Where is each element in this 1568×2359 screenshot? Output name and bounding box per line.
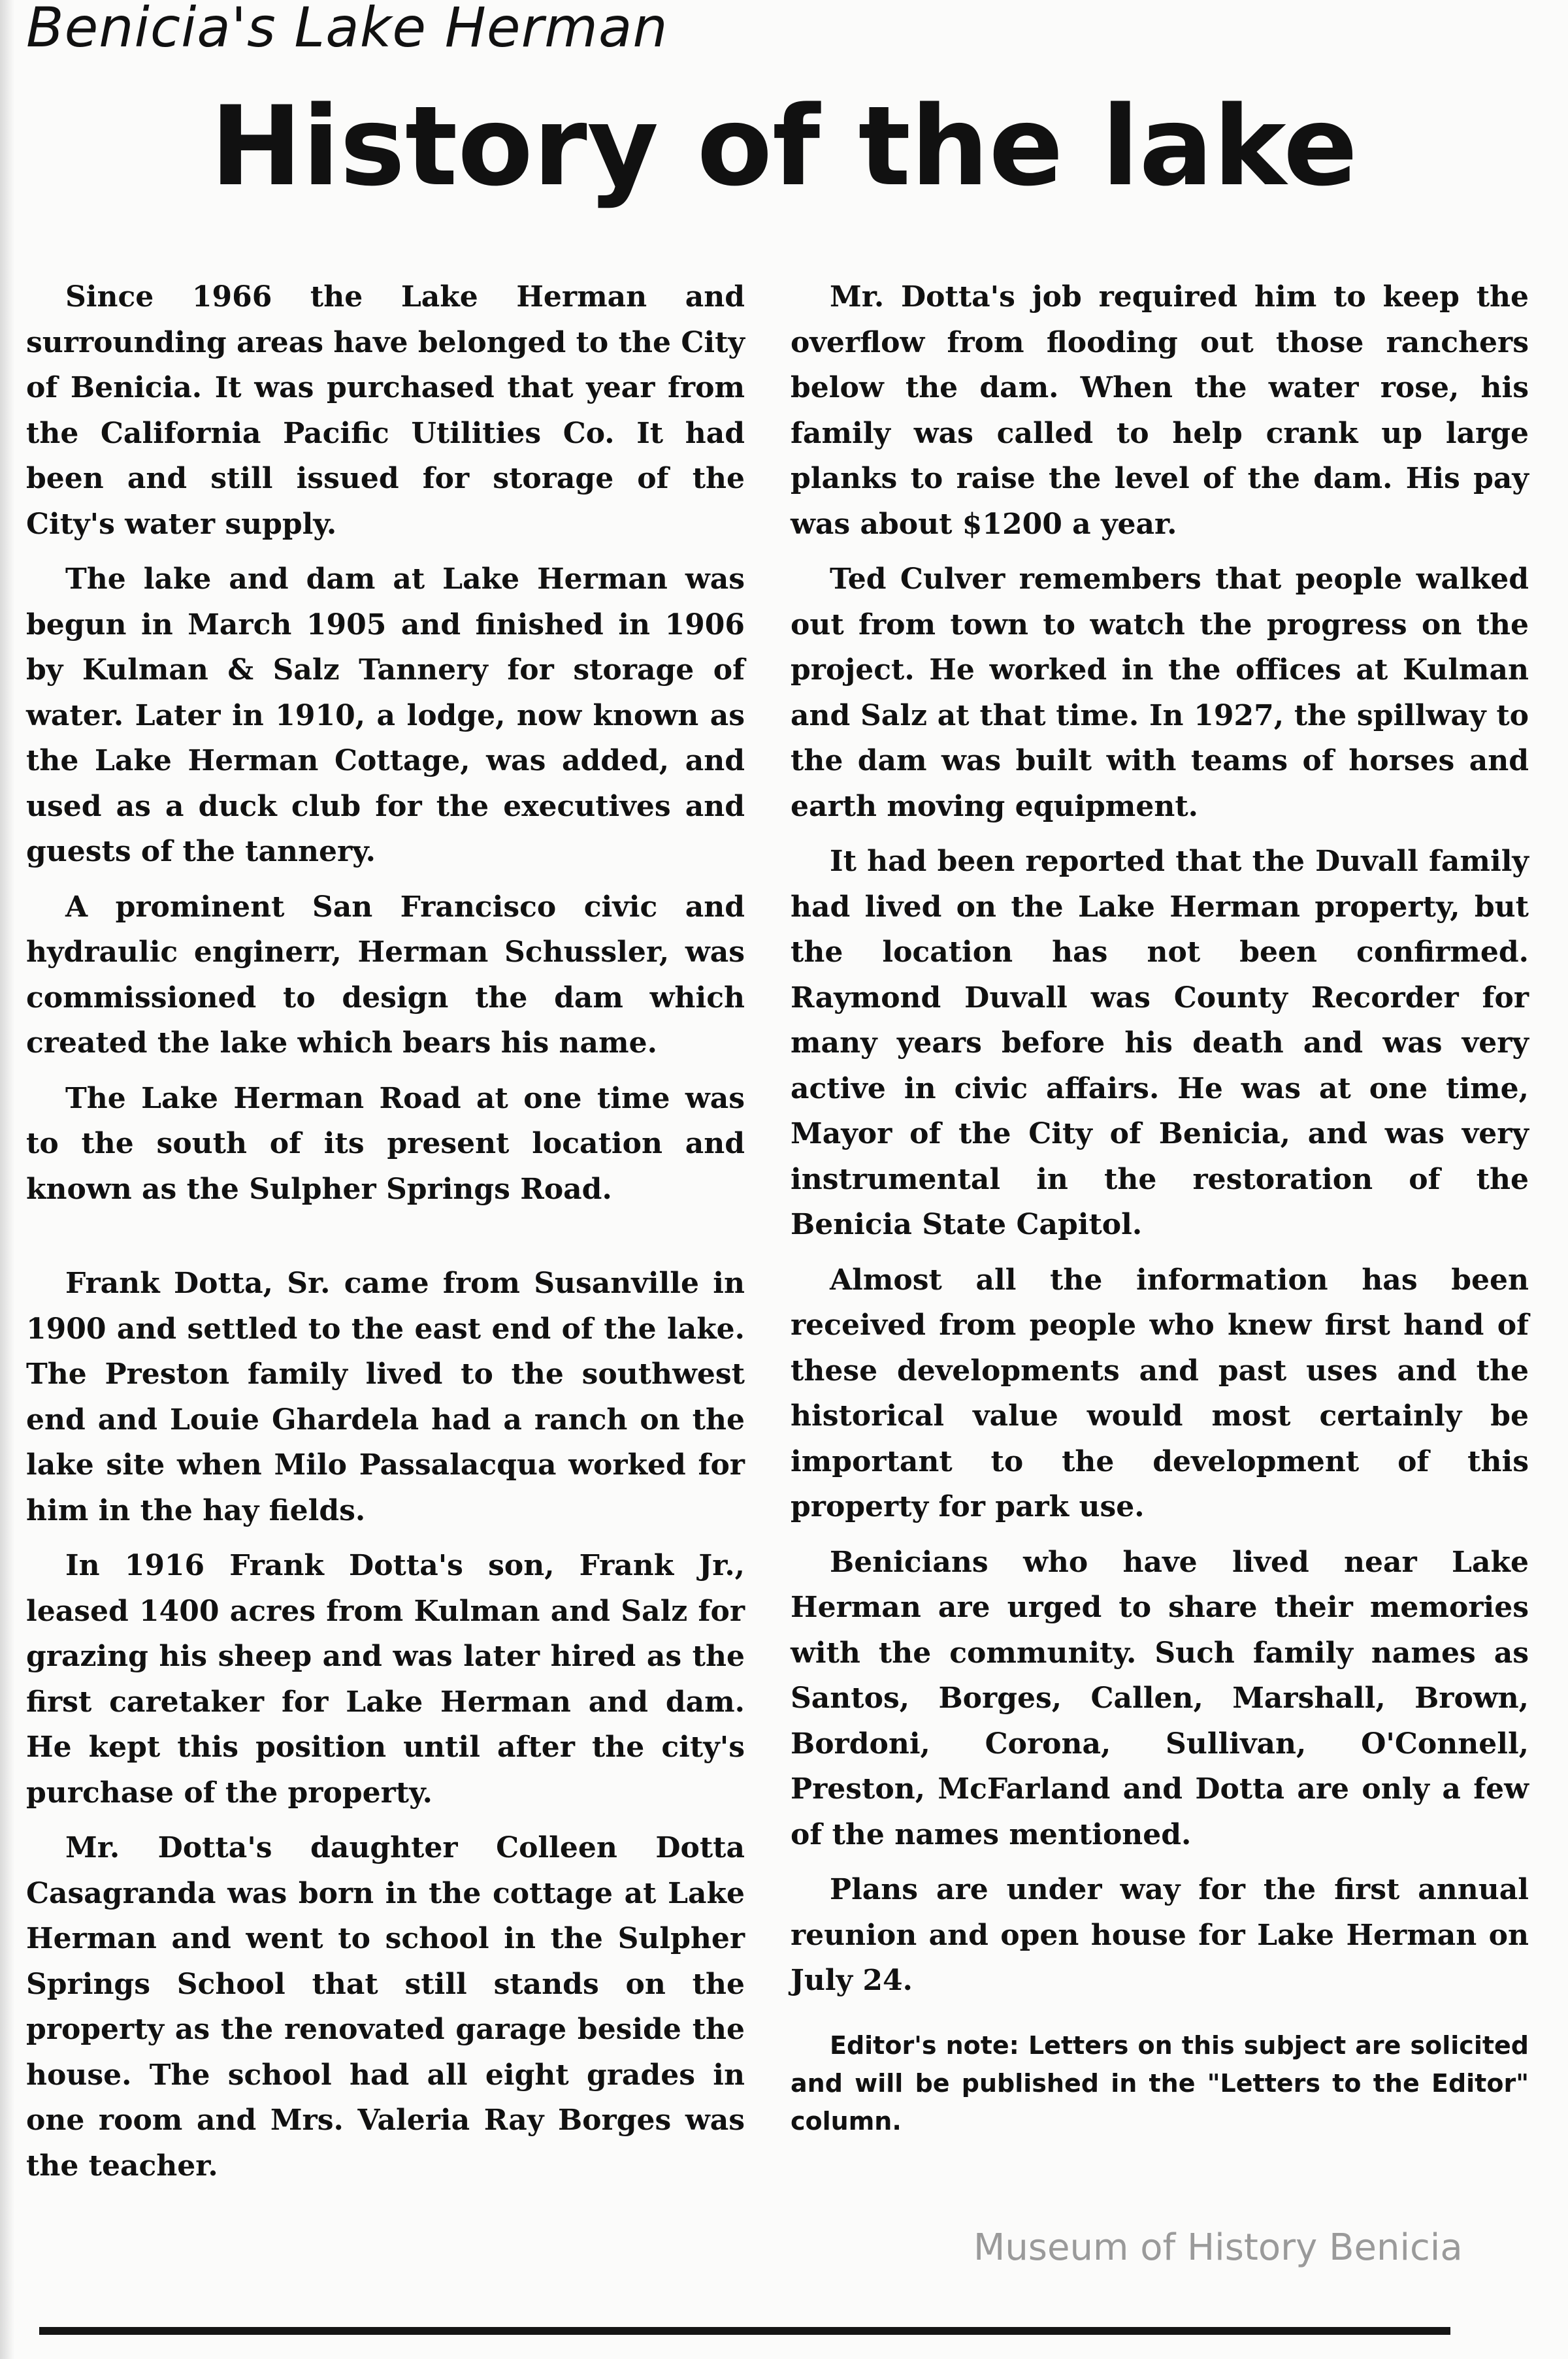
paragraph: Mr. Dotta's daughter Colleen Dotta Casagranda was born in the cottage at Lake Herman and went to school in the Sulpher Springs School that still stands on the property as the renovated garage beside the house. The school had all eight grades in one room and Mrs. Valeria Ray Borges was the teacher. (26, 1831, 745, 2183)
page-edge-shadow (0, 0, 14, 2359)
paragraph: Mr. Dotta's job required him to keep the overflow from flooding out those ranchers below the dam. When the water rose, his family was called to help crank up large planks to raise the level of the dam. His pay was about $1200 a year. (791, 280, 1529, 541)
paragraph: Almost all the information has been received from people who knew first hand of these developments and past uses and the historical value would most certainly be important to the development of this property for park use. (791, 1263, 1529, 1523)
paragraph: Benicians who have lived near Lake Herman are urged to share their memories with the community. Such family names as Santos, Borges, Callen, Marshall, Brown, Bordoni, Corona, Sullivan, O'Connell, Preston, McFarland and Dotta are only a few of the names mentioned. (791, 1545, 1529, 1851)
headline: History of the lake (210, 82, 1358, 210)
bottom-rule (39, 2327, 1450, 2335)
paragraph: Plans are under way for the first annual reunion and open house for Lake Herman on July 24. (791, 1873, 1529, 1997)
paragraph: Ted Culver remembers that people walked out from town to watch the progress on the project. He worked in the offices at Kulman and Salz at that time. In 1927, the spillway to the dam was built with teams of horses and earth moving equipment. (791, 562, 1529, 823)
editor-note: Editor's note: Letters on this subject are solicited and will be published in the "Letters to the Editor" column. (791, 2030, 1529, 2136)
paragraph: A prominent San Francisco civic and hydraulic enginerr, Herman Schussler, was commissioned to design the dam which created the lake which bears his name. (26, 890, 745, 1060)
paragraph-gap (26, 1222, 745, 1261)
right-column (791, 274, 1529, 2165)
paragraph: In 1916 Frank Dotta's son, Frank Jr., leased 1400 acres from Kulman and Salz for grazing his sheep and was later hired as the first caretaker for Lake Herman and dam. He kept this position until after the city's purchase of the property. (26, 1549, 745, 1810)
left-column (26, 274, 745, 2198)
paragraph: Since 1966 the Lake Herman and surrounding areas have belonged to the City of Benicia. It was purchased that year from the California Pacific Utilities Co. It had been and still issued for storage of the City's water supply. (26, 280, 745, 541)
watermark: Museum of History Benicia (973, 2226, 1463, 2269)
paragraph: The Lake Herman Road at one time was to the south of its present location and known as the Sulpher Springs Road. (26, 1081, 745, 1206)
paragraph: Frank Dotta, Sr. came from Susanville in 1900 and settled to the east end of the lake. The Preston family lived to the southwest end and Louie Ghardela had a ranch on the lake site when Milo Passalacqua worked for him in the hay fields. (26, 1267, 745, 1527)
paragraph: The lake and dam at Lake Herman was begun in March 1905 and finished in 1906 by Kulman & Salz Tannery for storage of water. Later in 1910, a lodge, now known as the Lake Herman Cottage, was added, and used as a duck club for the executives and guests of the tannery. (26, 562, 745, 868)
paragraph: It had been reported that the Duvall family had lived on the Lake Herman property, but the location has not been confirmed. Raymond Duvall was County Recorder for many years before his death and was very active in civic affairs. He was at one time, Mayor of the City of Benicia, and was very instrumental in the restoration of the Benicia State Capitol. (791, 845, 1529, 1241)
kicker: Benicia's Lake Herman (26, 0, 668, 59)
